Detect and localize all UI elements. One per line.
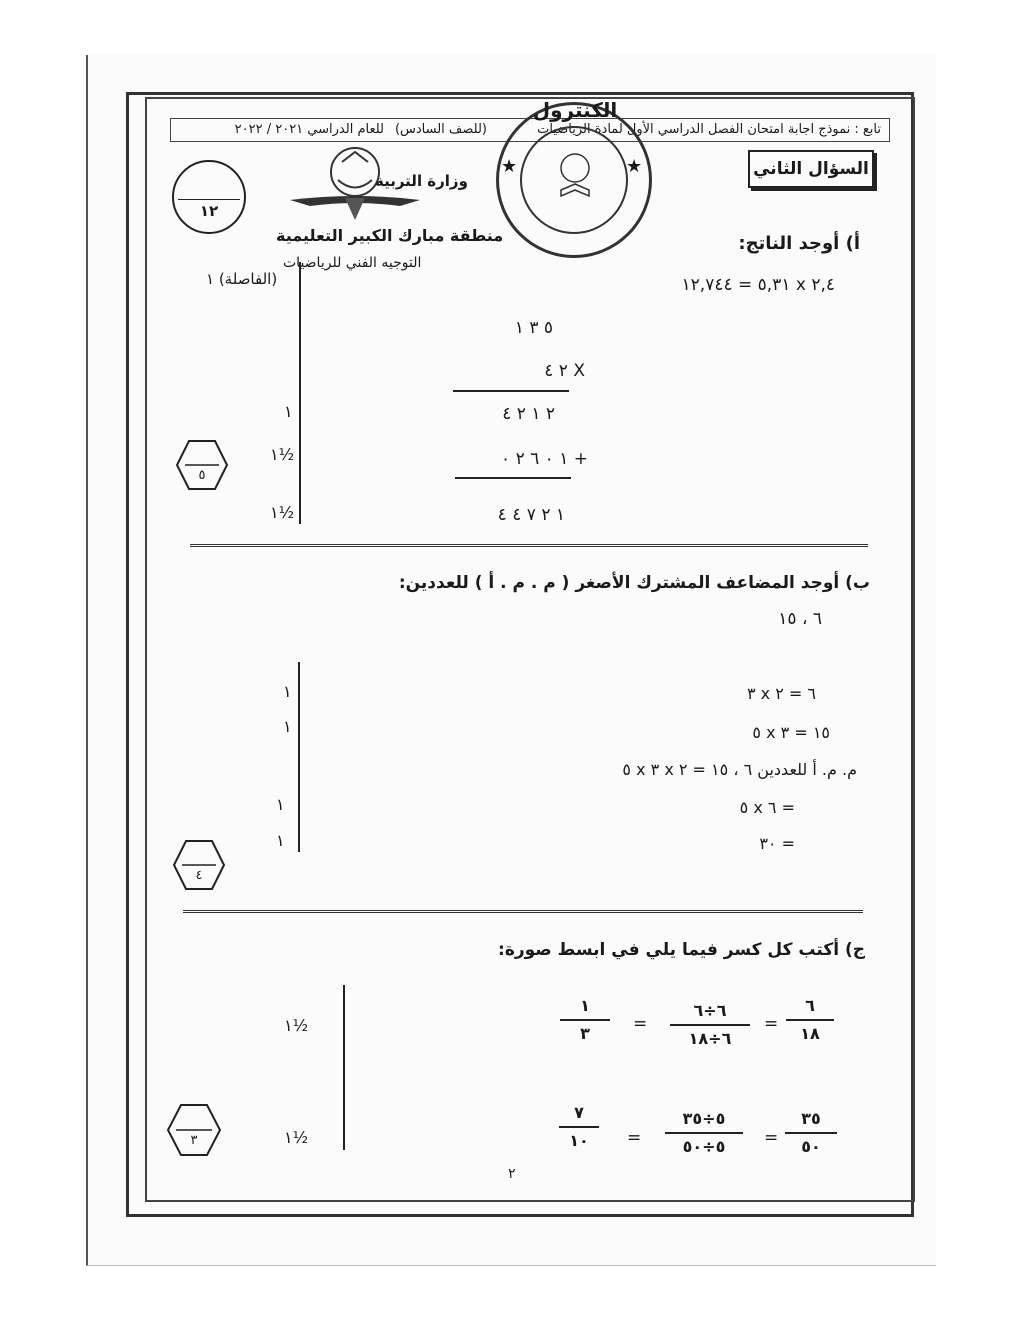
part-b-score: ٤	[195, 868, 203, 883]
equals-sign: =	[764, 1128, 779, 1148]
fraction-result	[560, 995, 610, 1045]
mult-result: ١ ٢ ٧ ٤ ٤	[497, 505, 565, 525]
ministry-logo	[280, 140, 468, 225]
part-c-title: ج) أكتب كل كسر فيما يلي في ابسط صورة:	[498, 940, 865, 960]
mult-row: ٥ ٣ ١	[514, 318, 553, 338]
numerator: ٧	[574, 1103, 584, 1122]
mult-line	[455, 477, 571, 479]
mult-line	[453, 390, 569, 392]
marks-divider	[298, 662, 300, 852]
fraction-result	[559, 1102, 599, 1152]
mark-value: ١½	[270, 445, 295, 464]
equals-sign: =	[633, 1014, 648, 1034]
header-year: للعام الدراسي ٢٠٢١ / ٢٠٢٢	[234, 122, 384, 137]
lcm-line: = ٣٠	[759, 834, 795, 853]
marks-divider	[343, 985, 345, 1150]
part-a-equation: ٢,٤ x ٥,٣١ = ١٢,٧٤٤	[681, 275, 835, 295]
denominator: ٥÷٥٠	[682, 1137, 726, 1156]
mark-value: ١	[276, 795, 285, 814]
factor-line: ١٥ = ٣ x ٥	[752, 723, 830, 742]
mark-value: ١	[283, 682, 292, 701]
part-c-score: ٣	[190, 1133, 198, 1148]
page-number: ٢	[508, 1166, 516, 1182]
header-grade: (للصف السادس)	[394, 122, 487, 137]
mark-value: ١½	[284, 1016, 309, 1035]
denominator: ٦÷١٨	[688, 1029, 732, 1048]
part-b-numbers: ٦ ، ١٥	[778, 609, 822, 629]
lcm-line: م. م. أ للعددين ٦ ، ١٥ = ٢ x ٣ x ٥	[622, 760, 857, 779]
mark-value: ١	[283, 717, 292, 736]
decimal-point-mark: (الفاصلة) ١	[206, 270, 278, 288]
numerator: ٣٥	[801, 1109, 821, 1128]
mult-row: + ١ ٠ ٦ ٢ ٠	[501, 449, 588, 469]
mark-value: ١	[276, 831, 285, 850]
lcm-line: = ٦ x ٥	[739, 798, 795, 817]
question-title: السؤال الثاني	[748, 150, 874, 188]
numerator: ١	[580, 996, 590, 1015]
marks-divider	[299, 262, 301, 524]
part-a-score: ٥	[198, 468, 206, 483]
part-a-title: أ) أوجد الناتج:	[738, 233, 860, 254]
denominator: ١٠	[569, 1131, 589, 1150]
denominator: ١٨	[800, 1024, 820, 1043]
region-name: منطقة مبارك الكبير التعليمية	[276, 226, 504, 245]
guidance-name: التوجيه الفني للرياضيات	[283, 255, 422, 271]
equals-sign: =	[627, 1128, 642, 1148]
numerator: ٥÷٣٥	[682, 1109, 726, 1128]
star-icon: ★	[501, 156, 518, 177]
star-icon: ★	[626, 156, 643, 177]
equals-sign: =	[764, 1014, 779, 1034]
score-hexagon	[175, 438, 229, 492]
section-divider	[190, 544, 868, 547]
section-divider	[183, 910, 863, 913]
score-hexagon	[166, 1102, 222, 1158]
ministry-name: وزارة التربية	[375, 172, 468, 190]
fraction-step	[665, 1108, 743, 1158]
header-title: تابع : نموذج اجابة امتحان الفصل الدراسي الأول لمادة الرياضيات	[537, 122, 881, 137]
fraction-original	[786, 995, 834, 1045]
mark-value: ١½	[270, 503, 295, 522]
fraction-step	[670, 1000, 750, 1050]
part-b-title: ب) أوجد المضاعف المشترك الأصغر ( م . م . أ ) للعددين:	[398, 573, 870, 593]
total-score: ١٢	[199, 202, 219, 220]
mark-value: ١½	[284, 1128, 309, 1147]
mult-row: ٢ ٤ X	[544, 361, 585, 381]
factor-line: ٦ = ٢ x ٣	[746, 684, 816, 703]
mark-value: ١	[284, 402, 293, 421]
numerator: ٦÷٦	[693, 1001, 727, 1020]
stamp-text: الكنترول	[532, 98, 618, 122]
numerator: ٦	[805, 996, 815, 1015]
total-score-circle	[172, 160, 246, 234]
fraction-original	[785, 1108, 837, 1158]
mult-row: ٢ ١ ٢ ٤	[502, 404, 555, 424]
denominator: ٣	[580, 1024, 590, 1043]
stamp-emblem	[555, 150, 595, 204]
denominator: ٥٠	[801, 1137, 821, 1156]
score-hexagon	[172, 838, 226, 892]
